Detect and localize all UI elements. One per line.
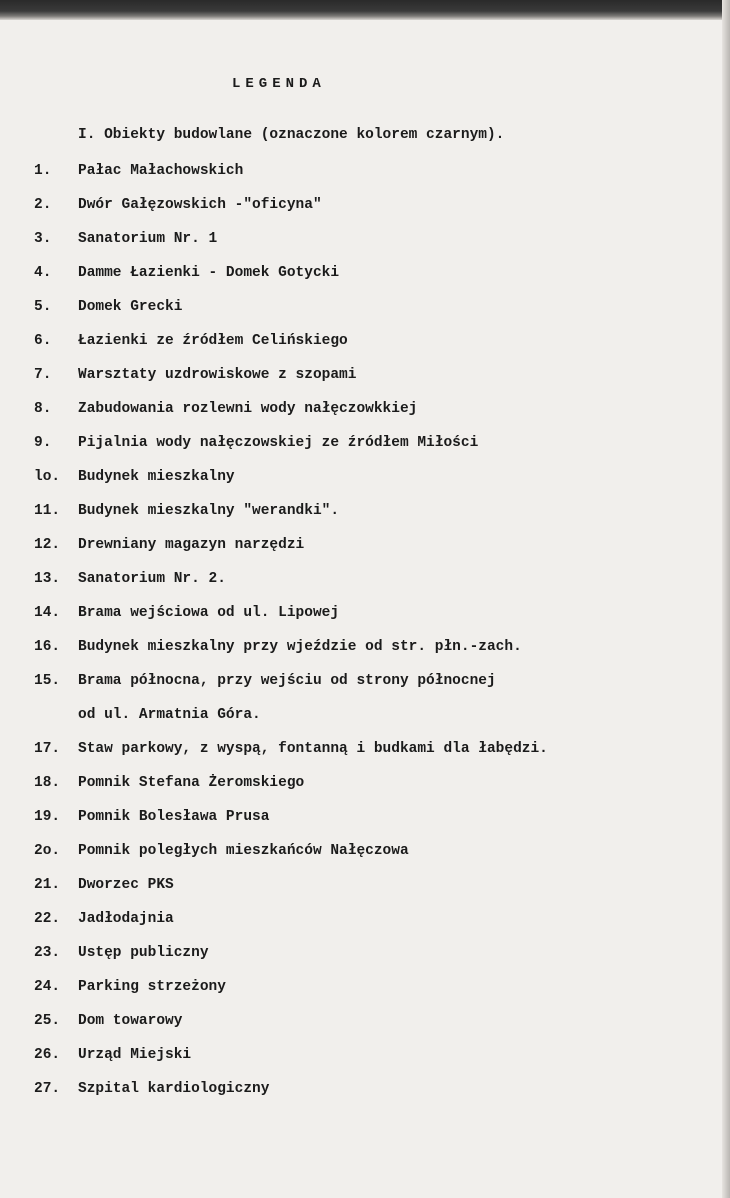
item-text: Zabudowania rozlewni wody nałęczowkkiej [78, 401, 418, 417]
item-number: 24. [34, 979, 61, 995]
item-number: 12. [34, 537, 61, 553]
item-text: Pałac Małachowskich [78, 163, 244, 179]
legend-item [34, 978, 548, 1012]
item-number: 2o. [34, 843, 61, 859]
item-number: 19. [34, 809, 61, 825]
legend-list [34, 162, 548, 1114]
item-text: od ul. Armatnia Góra. [78, 707, 261, 723]
item-number: 22. [34, 911, 61, 927]
item-text: Brama północna, przy wejściu od strony północnej [78, 673, 496, 689]
section-title: I. Obiekty budowlane (oznaczone kolorem czarnym). [78, 127, 505, 143]
item-text: Jadłodajnia [78, 911, 174, 927]
item-text: Budynek mieszkalny "werandki". [78, 503, 340, 519]
item-text: Drewniany magazyn narzędzi [78, 537, 305, 553]
legend-item [34, 774, 548, 808]
item-text: Ustęp publiczny [78, 945, 209, 961]
legend-item [34, 264, 548, 298]
item-number: 11. [34, 503, 61, 519]
legend-item [34, 400, 548, 434]
legend-item [34, 604, 548, 638]
legend-item [34, 366, 548, 400]
legend-item-continuation [34, 706, 548, 740]
item-text: Pomnik Bolesława Prusa [78, 809, 270, 825]
legend-item [34, 332, 548, 366]
item-number: 23. [34, 945, 61, 961]
legend-item [34, 162, 548, 196]
item-number: 4. [34, 265, 52, 281]
item-number: lo. [34, 469, 61, 485]
legend-item [34, 298, 548, 332]
legend-item [34, 1046, 548, 1080]
scan-right-edge [722, 0, 730, 1198]
item-number: 9. [34, 435, 52, 451]
legend-item [34, 638, 548, 672]
legend-item [34, 944, 548, 978]
item-text: Sanatorium Nr. 2. [78, 571, 226, 587]
item-number: 1. [34, 163, 52, 179]
item-text: Pomnik poległych mieszkańców Nałęczowa [78, 843, 409, 859]
item-text: Budynek mieszkalny [78, 469, 235, 485]
item-text: Dwór Gałęzowskich -"oficyna" [78, 197, 322, 213]
legend-item [34, 434, 548, 468]
item-text: Szpital kardiologiczny [78, 1081, 270, 1097]
item-number: 14. [34, 605, 61, 621]
item-number: 26. [34, 1047, 61, 1063]
item-text: Staw parkowy, z wyspą, fontanną i budkami dla łabędzi. [78, 741, 548, 757]
item-text: Budynek mieszkalny przy wjeździe od str. płn.-zach. [78, 639, 522, 655]
item-number: 5. [34, 299, 52, 315]
item-text: Dom towarowy [78, 1013, 183, 1029]
legend-item [34, 842, 548, 876]
item-text: Domek Grecki [78, 299, 183, 315]
item-text: Sanatorium Nr. 1 [78, 231, 218, 247]
item-number: 25. [34, 1013, 61, 1029]
item-number: 21. [34, 877, 61, 893]
item-text: Łazienki ze źródłem Celińskiego [78, 333, 348, 349]
legend-item [34, 502, 548, 536]
item-number: 15. [34, 673, 61, 689]
item-number: 8. [34, 401, 52, 417]
item-number: 3. [34, 231, 52, 247]
item-number: 6. [34, 333, 52, 349]
legend-item [34, 1012, 548, 1046]
item-number: 13. [34, 571, 61, 587]
item-text: Dworzec PKS [78, 877, 174, 893]
legend-item [34, 672, 548, 706]
item-number: 18. [34, 775, 61, 791]
legend-item [34, 536, 548, 570]
item-text: Urząd Miejski [78, 1047, 192, 1063]
item-text: Damme Łazienki - Domek Gotycki [78, 265, 340, 281]
legend-item [34, 1080, 548, 1114]
legend-item [34, 230, 548, 264]
item-number: 16. [34, 639, 61, 655]
scan-top-border [0, 0, 730, 20]
item-text: Parking strzeżony [78, 979, 226, 995]
legend-item [34, 740, 548, 774]
legend-item [34, 910, 548, 944]
legend-item [34, 196, 548, 230]
legend-item [34, 468, 548, 502]
item-text: Brama wejściowa od ul. Lipowej [78, 605, 340, 621]
item-number: 2. [34, 197, 52, 213]
item-text: Pomnik Stefana Żeromskiego [78, 775, 305, 791]
item-number: 27. [34, 1081, 61, 1097]
legend-item [34, 876, 548, 910]
item-number: 17. [34, 741, 61, 757]
legend-item [34, 808, 548, 842]
item-number: 7. [34, 367, 52, 383]
item-text: Pijalnia wody nałęczowskiej ze źródłem Miłości [78, 435, 479, 451]
legend-heading: LEGENDA [232, 76, 326, 92]
item-text: Warsztaty uzdrowiskowe z szopami [78, 367, 357, 383]
legend-item [34, 570, 548, 604]
